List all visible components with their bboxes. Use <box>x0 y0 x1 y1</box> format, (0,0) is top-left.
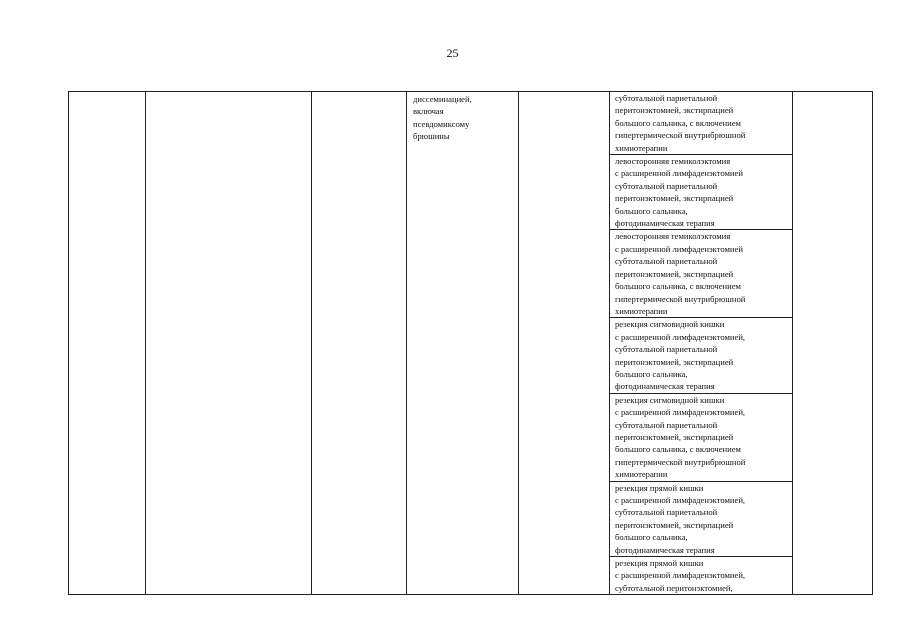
list-item: резекция прямой кишки с расширенной лимфаденэктомией, субтотальной перитонэктомией, <box>615 558 746 593</box>
list-item: резекция прямой кишки с расширенной лимфаденэктомией, субтотальной париетальной перитонэктомией, экстирпацией большого сальника, фотодинамическая терапия <box>610 482 792 557</box>
diagnosis-cell <box>407 92 519 595</box>
table-cell-7 <box>793 92 873 595</box>
table-cell-3 <box>312 92 407 595</box>
list-item: резекция сигмовидной кишки с расширенной лимфаденэктомией, субтотальной париетальной перитонэктомией, экстирпацией большого сальника, с включением гипертермической внутрибрюшной химиотерапии <box>610 394 792 482</box>
table-row <box>69 92 873 595</box>
table-cell-5 <box>519 92 610 595</box>
page-number: 25 <box>446 46 459 60</box>
list-item: левосторонняя гемиколэктомия с расширенной лимфаденэктомией субтотальной париетальной перитонэктомией, экстирпацией большого сальника, фотодинамическая терапия <box>610 155 792 230</box>
diagnosis-text: диссеминацией, включая псевдомиксому брюшины <box>413 94 472 142</box>
list-item: левосторонняя гемиколэктомия с расширенной лимфаденэктомией субтотальной париетальной перитонэктомией, экстирпацией большого сальника, с включением гипертермической внутрибрюшной химиотерапии <box>610 230 792 318</box>
list-item: резекция сигмовидной кишки с расширенной лимфаденэктомией, субтотальной париетальной перитонэктомией, экстирпацией большого сальника, фотодинамическая терапия <box>610 318 792 393</box>
table-cell-1 <box>69 92 146 595</box>
treatment-methods-cell <box>610 92 793 595</box>
procedures-table <box>68 91 873 595</box>
procedure-list <box>610 92 792 594</box>
table-cell-2 <box>146 92 312 595</box>
list-item: субтотальной париетальной перитонэктомией, экстирпацией большого сальника, с включением гипертермической внутрибрюшной химиотерапии <box>610 92 792 155</box>
